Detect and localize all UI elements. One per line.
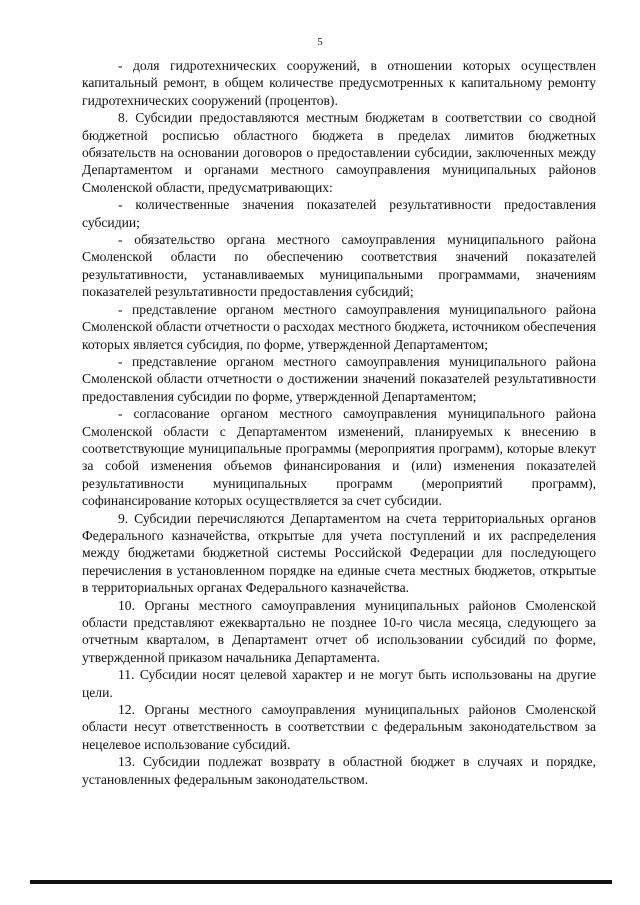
paragraph-item-10: 10. Органы местного самоуправления муниципальных районов Смоленской области представляют ежеквартально не позднее 10-го числа месяца, следующего за отчетным кварталом, в Департамент отчет об использовании субсидий по форме, утвержденной приказом начальника Департамента.	[82, 597, 596, 665]
paragraph-item-11: 11. Субсидии носят целевой характер и не могут быть использованы на другие цели.	[82, 667, 596, 700]
paragraph-item-13: 13. Субсидии подлежат возврату в областной бюджет в случаях и порядке, установленных федеральным законодательством.	[82, 754, 596, 787]
paragraph-achievement-reporting: - представление органом местного самоуправления муниципального района Смоленской области отчетности о достижении значений показателей результативности предоставления субсидии по форме, утвержденной Департаментом;	[82, 353, 596, 404]
paragraph-coordination: - согласование органом местного самоуправления муниципального района Смоленской области с Департаментом изменений, планируемых к внесению в соответствующие муниципальные программы (мероприятия программ), которые влекут за собой изменения объемов финансирования и (или) изменения показателей результативности муниципальных программ (мероприятий программ), софинансирование которых осуществляется за счет субсидии.	[82, 406, 596, 509]
paragraph-share-hydrotechnical: - доля гидротехнических сооружений, в отношении которых осуществлен капитальный ремонт, в общем количестве предусмотренных к капитальному ремонту гидротехнических сооружений (процентов).	[82, 58, 596, 108]
paragraph-indicator-values: - количественные значения показателей результативности предоставления субсидии;	[82, 197, 596, 230]
paragraph-item-12: 12. Органы местного самоуправления муниципальных районов Смоленской области несут ответственность в соответствии с федеральным законодательством за нецелевое использование субсидий.	[82, 702, 596, 752]
paragraph-item-9: 9. Субсидии перечисляются Департаментом на счета территориальных органов Федерального казначейства, открытые для учета поступлений и их распределения между бюджетами бюджетной системы Российской Федерации для последующего перечисления в установленном порядке на единые счета местных бюджетов, открытые в территориальных органах Федерального казначейства.	[82, 510, 596, 596]
paragraph-item-8: 8. Субсидии предоставляются местным бюджетам в соответствии со сводной бюджетной росписью областного бюджета в пределах лимитов бюджетных обязательств на основании договоров о предоставлении субсидии, заключенных между Департаментом и органами местного самоуправления муниципальных районов Смоленской области, предусматривающих:	[82, 110, 596, 195]
paragraph-expense-reporting: - представление органом местного самоуправления муниципального района Смоленской области отчетности о расходах местного бюджета, источником обеспечения которых является субсидия, по форме, утвержденной Департаментом;	[82, 301, 596, 352]
document-body	[82, 57, 596, 788]
paragraph-obligation: - обязательство органа местного самоуправления муниципального района Смоленской области по обеспечению соответствия значений показателей результативности, устанавливаемых муниципальными программами, значениям показателей результативности предоставления субсидий;	[82, 232, 596, 300]
bottom-scan-border	[30, 880, 612, 884]
page-number: 5	[317, 36, 323, 48]
